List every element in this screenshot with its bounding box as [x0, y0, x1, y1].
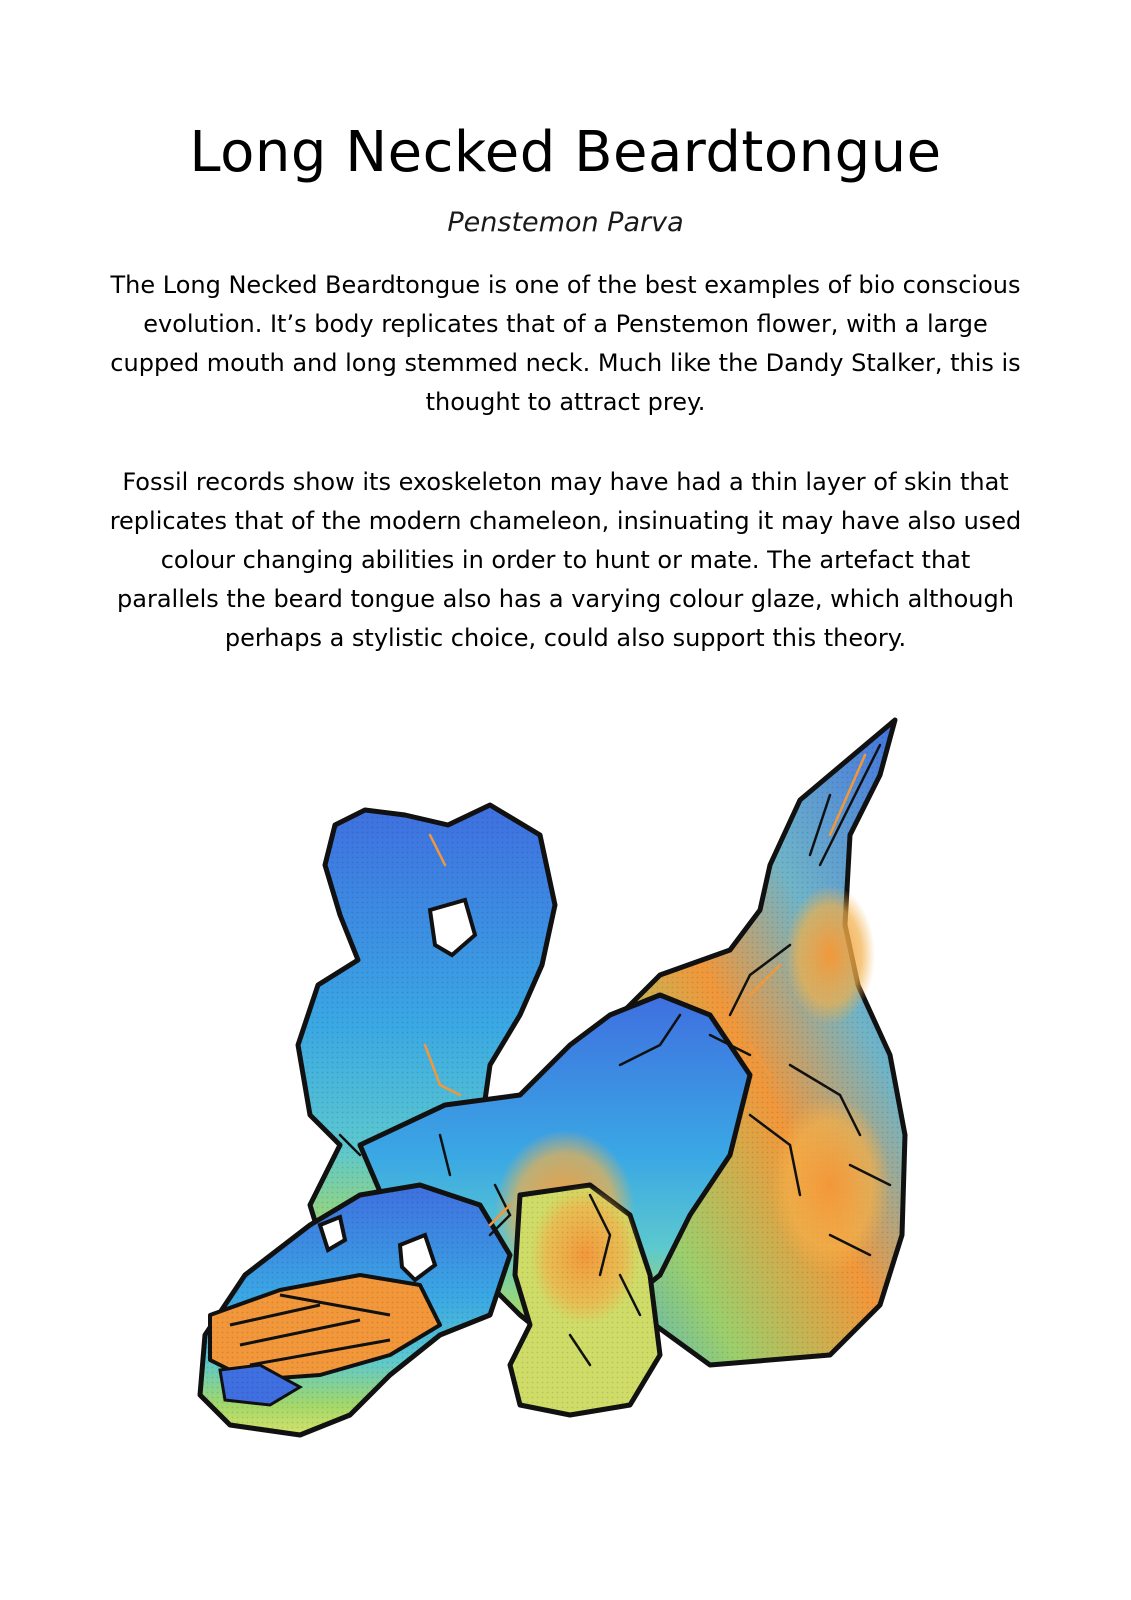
description-paragraph-2: Fossil records show its exoskeleton may have had a thin layer of skin that replicates that of the modern chameleon, insinuating it may have also used colour changing abilities in order to hunt or mate. The artefact that parallels the beard tongue also has a varying colour glaze, which although perhaps a stylistic choice, could also support this theory.	[109, 468, 1022, 652]
head-shape	[200, 1185, 510, 1435]
beardtongue-illustration	[190, 715, 950, 1475]
scientific-name: Penstemon Parva	[447, 207, 684, 238]
description-paragraph-1: The Long Necked Beardtongue is one of the best examples of bio conscious evolution. It’s body replicates that of a Penstemon flower, with a large cupped mouth and long stemmed neck. Much like the Dandy Stalker, this is thought to attract prey.	[110, 271, 1021, 416]
page-title: Long Necked Beardtongue	[189, 120, 942, 185]
